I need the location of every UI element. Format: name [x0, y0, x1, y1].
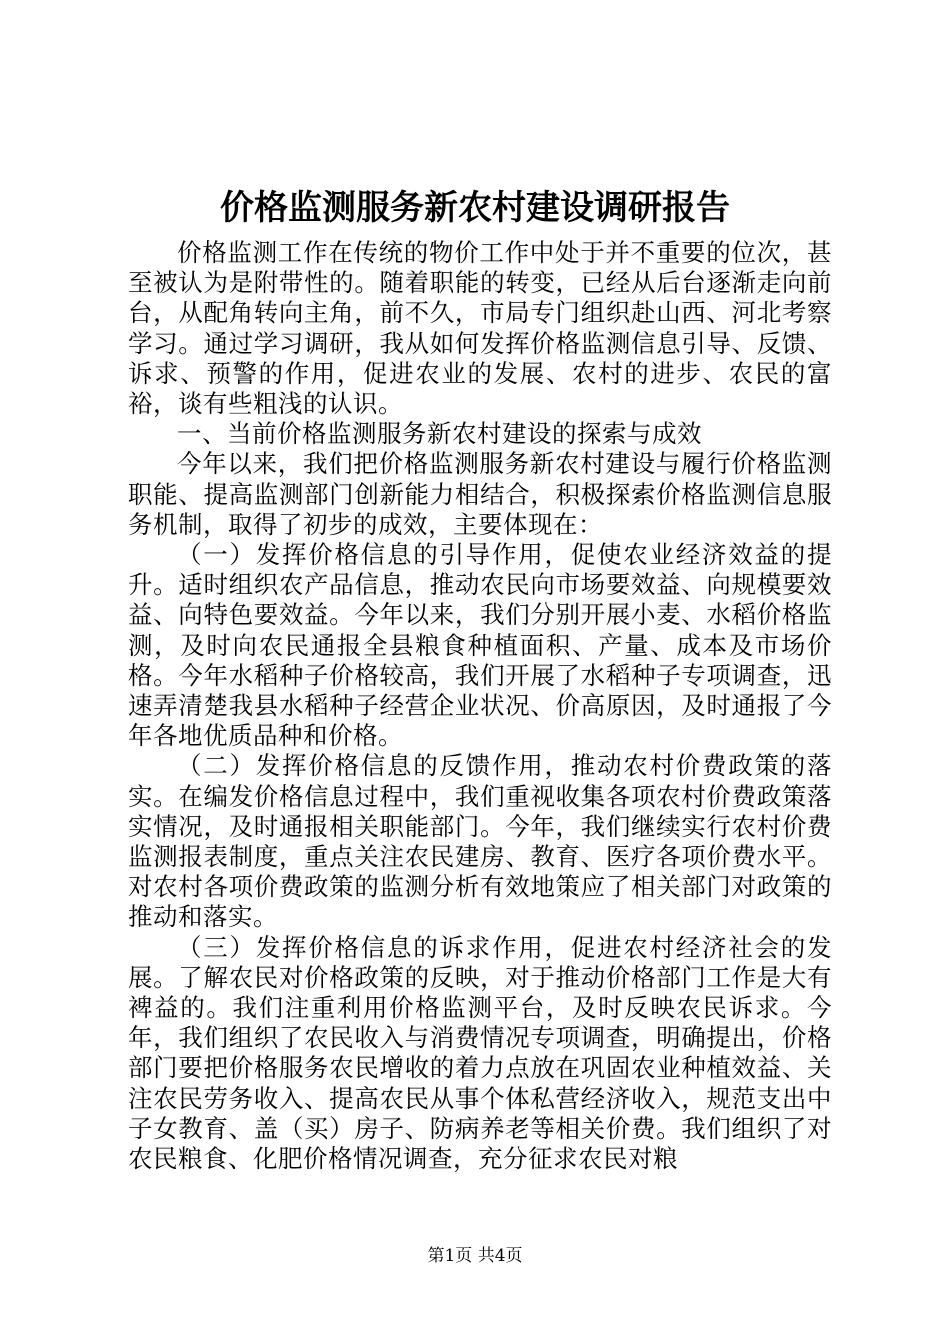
- body-paragraph: （三）发挥价格信息的诉求作用，促进农村经济社会的发展。了解农民对价格政策的反映，对于推动价格部门工作是大有裨益的。我们注重利用价格监测平台，及时反映农民诉求。今年，我们组织了农民收入与消费情况专项调查，明确提出，价格部门要把价格服务农民增收的着力点放在巩固农业种植效益、关注农民劳务收入、提高农民从事个体私营经济收入，规范支出中子女教育、盖（买）房子、防病养老等相关价费。我们组织了对农民粮食、化肥价格情况调查，充分征求农民对粮: [128, 932, 832, 1174]
- body-paragraph: （二）发挥价格信息的反馈作用，推动农村价费政策的落实。在编发价格信息过程中，我们重视收集各项农村价费政策落实情况，及时通报相关职能部门。今年，我们继续实行农村价费监测报表制度，重点关注农民建房、教育、医疗各项价费水平。对农村各项价费政策的监测分析有效地策应了相关部门对政策的推动和落实。: [128, 751, 832, 932]
- page-footer: 第1页 共4页: [427, 1246, 523, 1266]
- document-body: [128, 238, 832, 1174]
- body-paragraph: （一）发挥价格信息的引导作用，促使农业经济效益的提升。适时组织农产品信息，推动农民向市场要效益、向规模要效益、向特色要效益。今年以来，我们分别开展小麦、水稻价格监测，及时向农民通报全县粮食种植面积、产量、成本及市场价格。今年水稻种子价格较高，我们开展了水稻种子专项调查，迅速弄清楚我县水稻种子经营企业状况、价高原因，及时通报了今年各地优质品种和价格。: [128, 540, 832, 751]
- body-paragraph: 今年以来，我们把价格监测服务新农村建设与履行价格监测职能、提高监测部门创新能力相结合，积极探索价格监测信息服务机制，取得了初步的成效，主要体现在：: [128, 449, 832, 539]
- section-heading: 一、当前价格监测服务新农村建设的探索与成效: [177, 419, 702, 449]
- document-title: 价格监测服务新农村建设调研报告: [220, 188, 730, 228]
- intro-paragraph: 价格监测工作在传统的物价工作中处于并不重要的位次，甚至被认为是附带性的。随着职能的转变，已经从后台逐渐走向前台，从配角转向主角，前不久，市局专门组织赴山西、河北考察学习。通过学习调研，我从如何发挥价格监测信息引导、反馈、诉求、预警的作用，促进农业的发展、农村的进步、农民的富裕，谈有些粗浅的认识。: [128, 238, 832, 419]
